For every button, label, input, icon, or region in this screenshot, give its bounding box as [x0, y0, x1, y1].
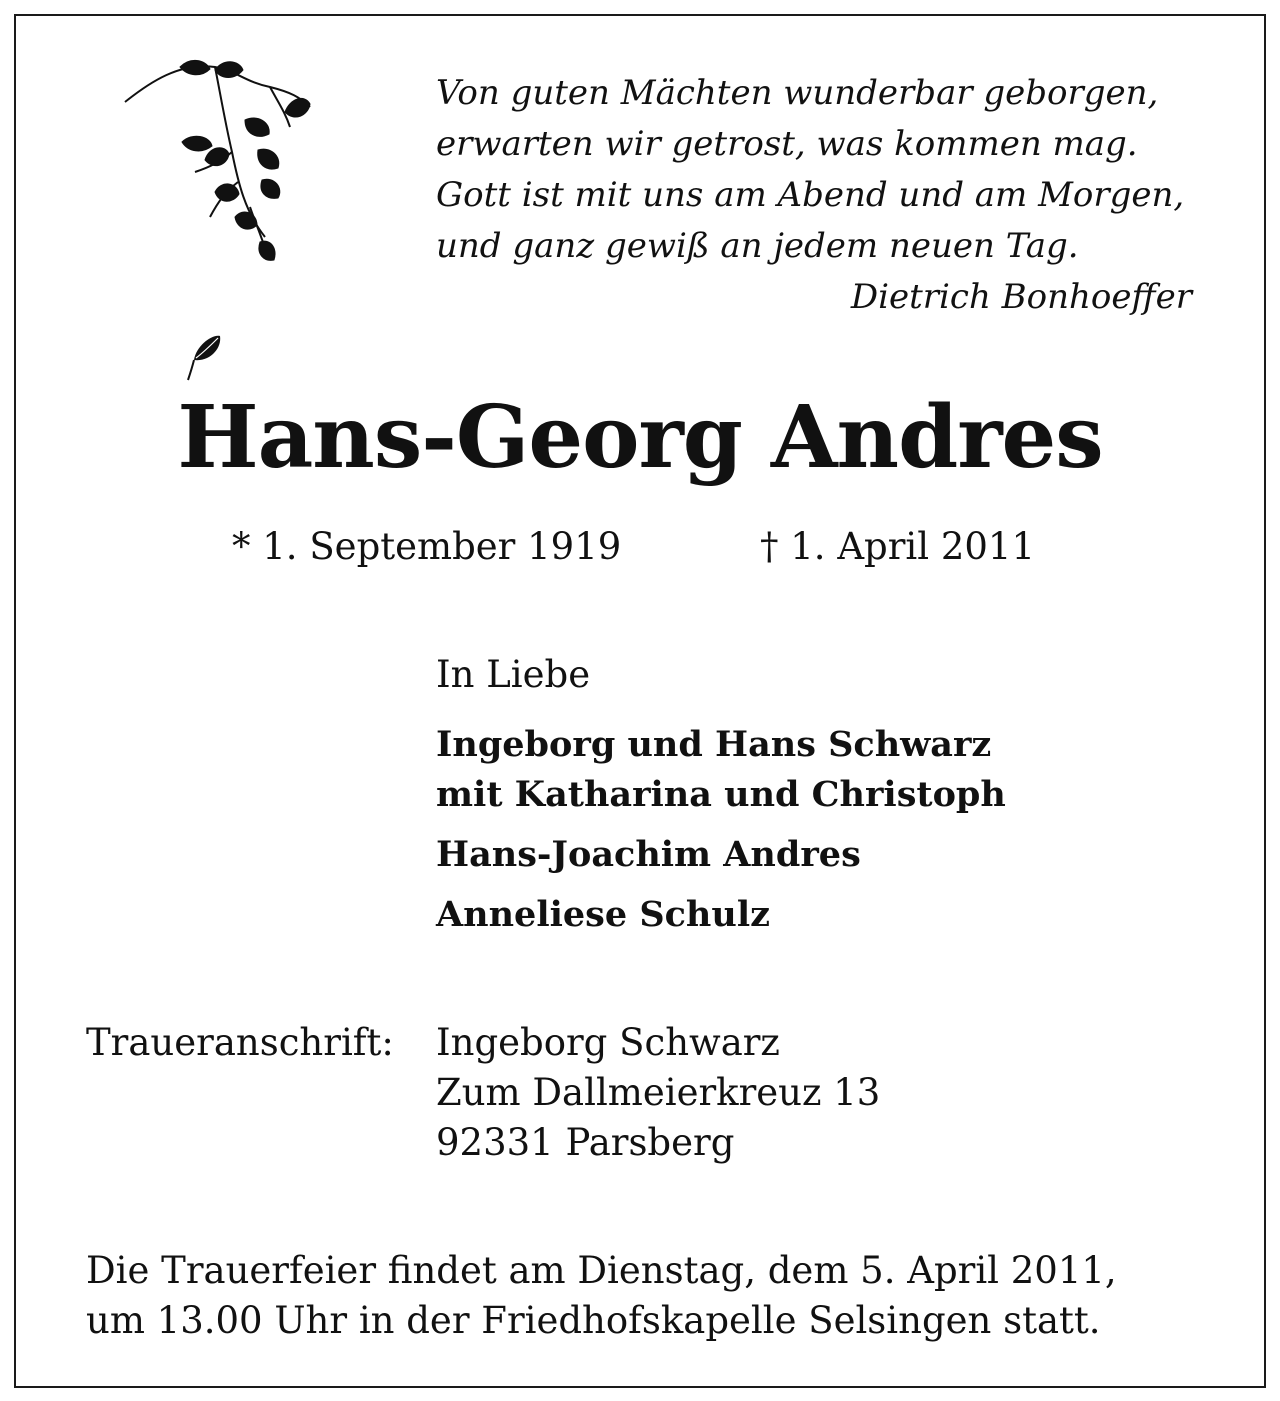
- mourner-name: Hans-Joachim Andres: [436, 834, 861, 875]
- poem-quote: [436, 68, 1216, 323]
- funeral-line: Die Trauerfeier findet am Dienstag, dem 5. April 2011,: [86, 1249, 1117, 1292]
- funeral-notice: [86, 1246, 1117, 1346]
- death-date: † 1. April 2011: [760, 525, 1036, 568]
- poem-line: Gott ist mit uns am Abend und am Morgen,: [436, 175, 1185, 215]
- falling-leaf-icon: [184, 330, 224, 382]
- poem-line: Von guten Mächten wunderbar geborgen,: [436, 73, 1159, 113]
- address-label: Traueranschrift:: [86, 1021, 394, 1064]
- poem-line: und ganz gewiß an jedem neuen Tag.: [436, 226, 1079, 266]
- address-line: Zum Dallmeierkreuz 13: [436, 1071, 881, 1114]
- mourners-greeting: In Liebe: [436, 653, 591, 696]
- mourner-name: mit Katharina und Christoph: [436, 774, 1006, 815]
- address-line: Ingeborg Schwarz: [436, 1021, 780, 1064]
- mourner-name: Ingeborg und Hans Schwarz: [436, 724, 992, 765]
- funeral-line: um 13.00 Uhr in der Friedhofskapelle Selsingen statt.: [86, 1299, 1101, 1342]
- poem-line: erwarten wir getrost, was kommen mag.: [436, 124, 1138, 164]
- poem-author: Dietrich Bonhoeffer: [850, 277, 1192, 317]
- mourner-name: Anneliese Schulz: [436, 894, 770, 935]
- deceased-name: Hans-Georg Andres: [177, 387, 1103, 488]
- address-line: 92331 Parsberg: [436, 1121, 735, 1164]
- birth-date: * 1. September 1919: [232, 525, 622, 568]
- birch-branch-icon: [120, 52, 320, 272]
